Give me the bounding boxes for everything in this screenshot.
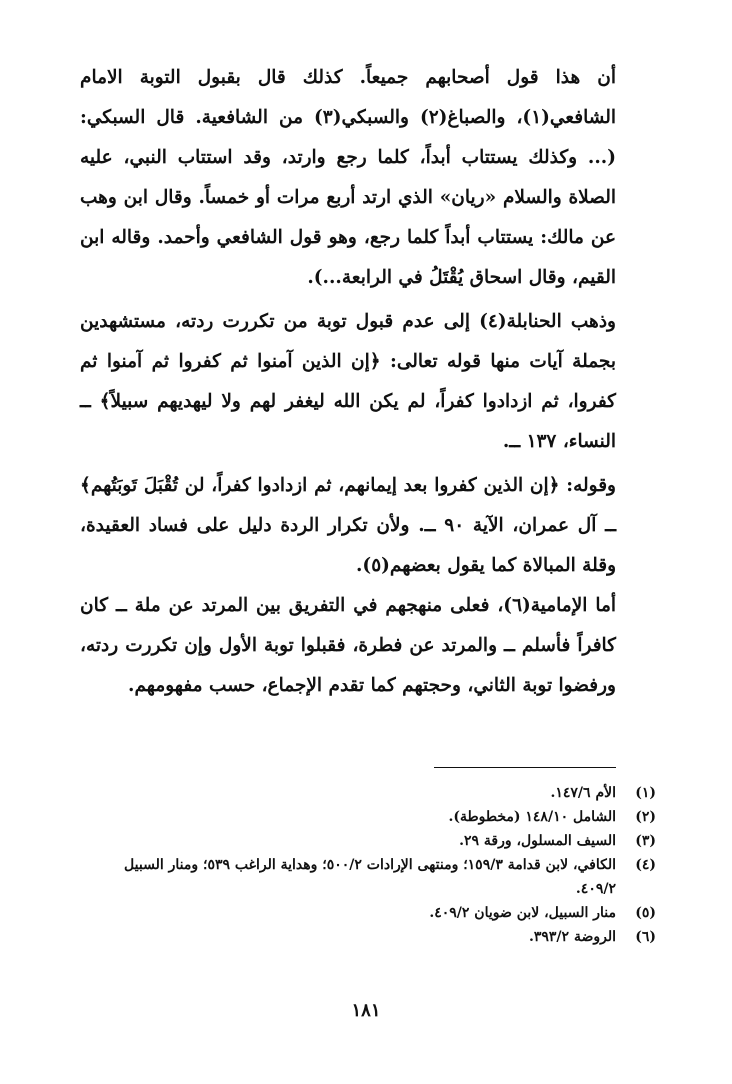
footnote-number: (٤) — [635, 857, 656, 873]
footnote-item — [80, 925, 656, 949]
body-paragraph-1 — [80, 58, 616, 298]
paragraph-text: أما الإمامية(٦)، فعلى منهجهم في التفريق بين المرتد عن ملة ــ كان كافراً فأسلم ــ والمرتد عن فطرة، فقبلوا توبة الأول وإن تكررت ردته، ورفضوا توبة الثاني، وحجتهم كما تقدم الإجماع، حسب مفهومهم. — [80, 595, 617, 696]
footnote-number: (٦) — [635, 929, 656, 945]
footnote-number: (١) — [635, 785, 656, 801]
footnote-number: (٢) — [635, 809, 656, 825]
footnote-text: الكافي، لابن قدامة ١٥٩/٣؛ ومنتهى الإرادات ٥٠٠/٢؛ وهداية الراغب ٥٣٩؛ ومنار السبيل ٤٠٩/٢. — [124, 857, 616, 897]
footnote-separator — [434, 767, 616, 768]
body-paragraph-4 — [80, 586, 616, 706]
paragraph-text: وذهب الحنابلة(٤) إلى عدم قبول توبة من تكررت ردته، مستشهدين بجملة آيات منها قوله تعالى: ﴿إن الذين آمنوا ثم كفروا ثم آمنوا ثم كفروا، ثم ازدادوا كفراً، لم يكن الله ليغفر لهم ولا ليهديهم سبيلاً﴾ ــ النساء، ١٣٧ ــ. — [80, 311, 616, 452]
footnote-text: الأم ١٤٧/٦. — [550, 785, 616, 801]
footnote-text: الشامل ١٤٨/١٠ (مخطوطة). — [448, 809, 616, 825]
paragraph-text: وقوله: ﴿إن الذين كفروا بعد إيمانهم، ثم ازدادوا كفراً، لن تُقْبَلَ تَوبَتُهم﴾ ــ آل عمران، الآية ٩٠ ــ. ولأن تكرار الردة دليل على فساد العقيدة، وقلة المبالاة كما يقول بعضهم(٥). — [80, 475, 616, 576]
footnote-number: (٣) — [635, 833, 656, 849]
footnote-text: منار السبيل، لابن ضويان ٤٠٩/٢. — [429, 905, 616, 921]
footnote-item — [80, 853, 656, 901]
paragraph-text: أن هذا قول أصحابهم جميعاً. كذلك قال بقبول التوبة الامام الشافعي(١)، والصباغ(٢) والسبكي(٣) من الشافعية. قال السبكي: (... وكذلك يستتاب أبداً، كلما رجع وارتد، وقد استتاب النبي، عليه الصلاة والسلام «ريان» الذي ارتد أربع مرات أو خمساً. وقال ابن وهب عن مالك: يستتاب أبداً كلما رجع، وهو قول الشافعي وأحمد. وقاله ابن القيم، وقال اسحاق يُقْتَلُ في الرابعة...). — [80, 67, 616, 288]
footnote-item — [80, 829, 656, 853]
body-paragraph-3 — [80, 466, 616, 586]
footnote-item — [80, 781, 656, 805]
footnotes — [80, 781, 656, 949]
footnote-text: الروضة ٣٩٣/٢. — [529, 929, 616, 945]
footnote-text: السيف المسلول، ورقة ٢٩. — [459, 833, 616, 849]
footnote-item — [80, 901, 656, 925]
footnote-number: (٥) — [635, 905, 656, 921]
body-paragraph-2 — [80, 302, 616, 462]
footnote-item — [80, 805, 656, 829]
page-number: ١٨١ — [351, 1000, 381, 1021]
